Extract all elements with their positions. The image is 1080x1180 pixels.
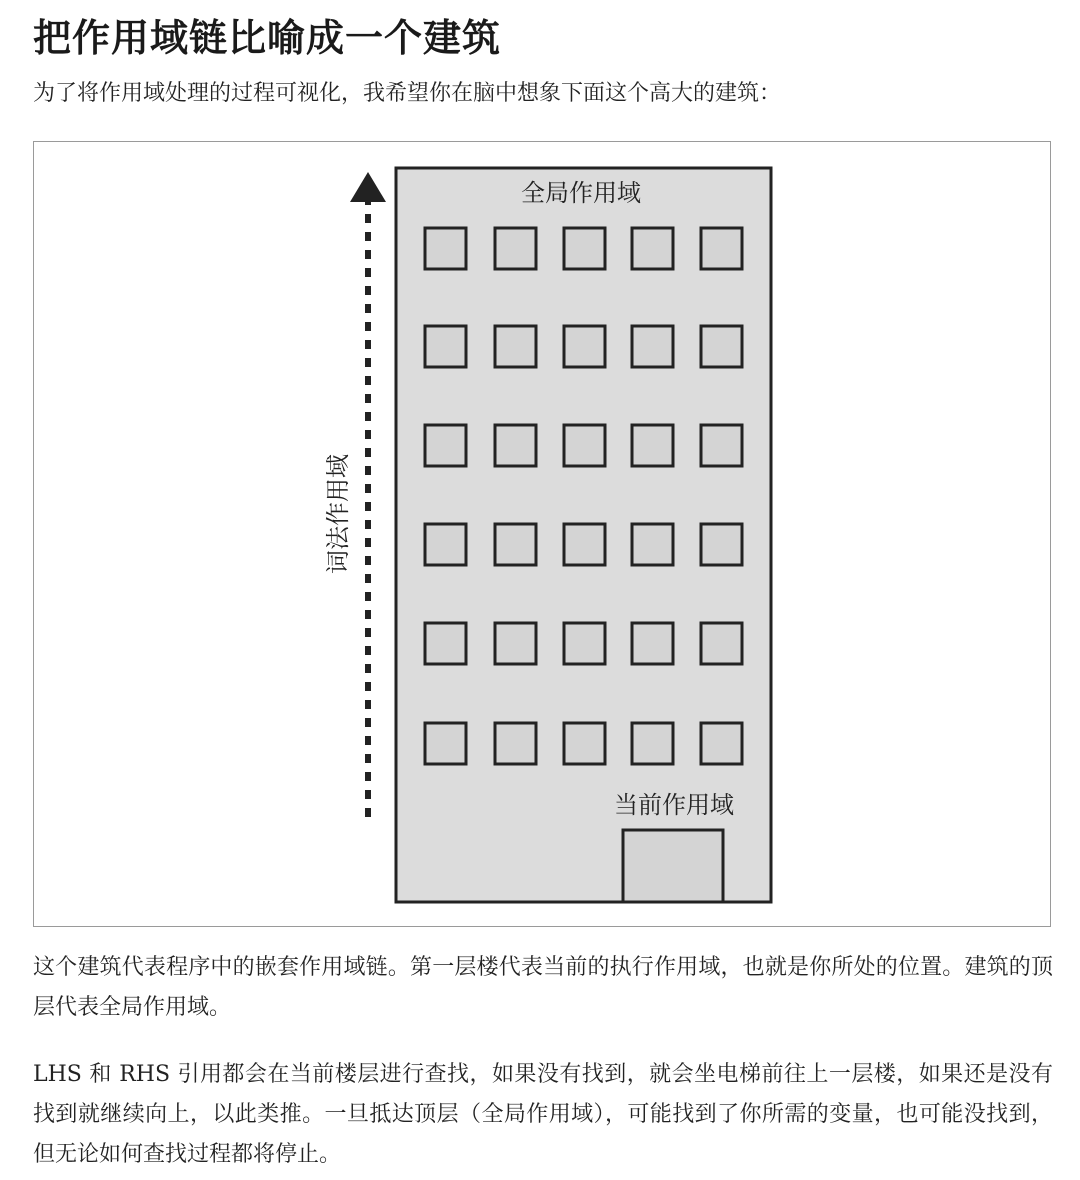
building-window — [564, 723, 605, 764]
current-scope-label: 当前作用域 — [614, 791, 734, 819]
building-window — [425, 524, 466, 565]
building-window — [425, 623, 466, 664]
building-window — [425, 723, 466, 764]
building-diagram — [34, 142, 1050, 926]
building-window — [495, 723, 536, 764]
building-window — [701, 326, 742, 367]
building-window — [495, 425, 536, 466]
building-window — [495, 326, 536, 367]
building-window — [632, 425, 673, 466]
body-paragraph-1: 这个建筑代表程序中的嵌套作用域链。第一层楼代表当前的执行作用域，也就是你所处的位置。建筑的顶层代表全局作用域。 — [33, 955, 1053, 1020]
building-window — [701, 623, 742, 664]
building-window — [632, 326, 673, 367]
intro-paragraph: 为了将作用域处理的过程可视化，我希望你在脑中想象下面这个高大的建筑： — [33, 81, 782, 106]
building-window — [495, 524, 536, 565]
building-window — [564, 524, 605, 565]
building-window — [425, 326, 466, 367]
lexical-scope-arrow — [350, 172, 386, 817]
body-paragraph-2: LHS 和 RHS 引用都会在当前楼层进行查找，如果没有找到，就会坐电梯前往上一层楼，如果还是没有找到就继续向上，以此类推。一旦抵达顶层（全局作用域），可能找到了你所需的变量，也可能没找到，但无论如何查找过程都将停止。 — [33, 1062, 1053, 1167]
building-window — [495, 623, 536, 664]
building-window — [425, 228, 466, 269]
page-title: 把作用域链比喻成一个建筑 — [33, 16, 502, 60]
building-window — [564, 228, 605, 269]
building-window — [564, 425, 605, 466]
building-door — [623, 830, 723, 902]
building-window — [632, 623, 673, 664]
building-window — [632, 228, 673, 269]
arrow-up-icon — [350, 172, 386, 202]
building-window — [632, 723, 673, 764]
building-window — [425, 425, 466, 466]
building-window — [564, 623, 605, 664]
building-window — [701, 425, 742, 466]
building-window — [701, 228, 742, 269]
building-window — [495, 228, 536, 269]
lexical-scope-label: 词法作用域 — [324, 454, 352, 574]
building-window — [701, 524, 742, 565]
building-window — [564, 326, 605, 367]
global-scope-label: 全局作用域 — [521, 179, 641, 207]
building-window — [701, 723, 742, 764]
building-figure — [33, 141, 1051, 927]
building-window — [632, 524, 673, 565]
